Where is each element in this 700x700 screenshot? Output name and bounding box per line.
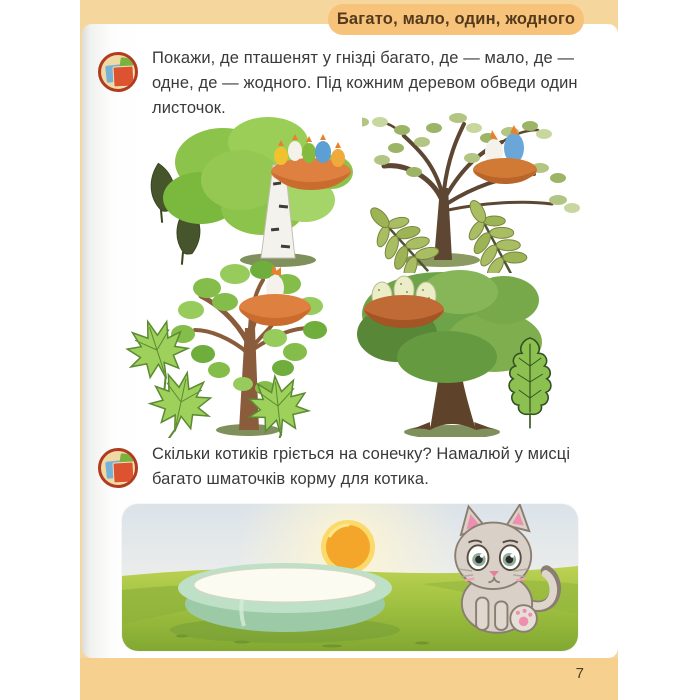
task-marker-icon xyxy=(98,448,138,488)
lesson-title-banner xyxy=(328,4,584,35)
meadow-scene-illustration xyxy=(122,504,578,651)
lesson-title: Багато, мало, один, жодного xyxy=(336,10,576,28)
chick xyxy=(315,134,331,163)
maple-tree-one-chick xyxy=(115,258,355,438)
footer-band xyxy=(80,658,618,700)
task2-instruction: Скільки котиків гріється на сонечку? Намалюй у мисці багато шматочків корму для котика. xyxy=(152,445,571,488)
task1-instruction: Покажи, де пташенят у гнізді багато, де — мало, де — одне, де — жодного. Під кожним деревом обведи один листочок. xyxy=(152,49,578,117)
oak-tree-no-chicks xyxy=(352,262,597,437)
task-marker-icon xyxy=(98,52,138,92)
empty-pet-bowl xyxy=(170,563,400,643)
red-square-icon xyxy=(112,461,134,483)
scene-canvas xyxy=(122,504,578,651)
maple-leaf xyxy=(143,366,217,438)
birch-tree-many-chicks xyxy=(133,110,363,270)
sparse-tree-few-chicks xyxy=(362,108,592,273)
chick xyxy=(331,142,345,167)
page-number: 7 xyxy=(575,665,584,682)
red-square-icon xyxy=(112,65,134,87)
tree-branches xyxy=(382,122,552,260)
